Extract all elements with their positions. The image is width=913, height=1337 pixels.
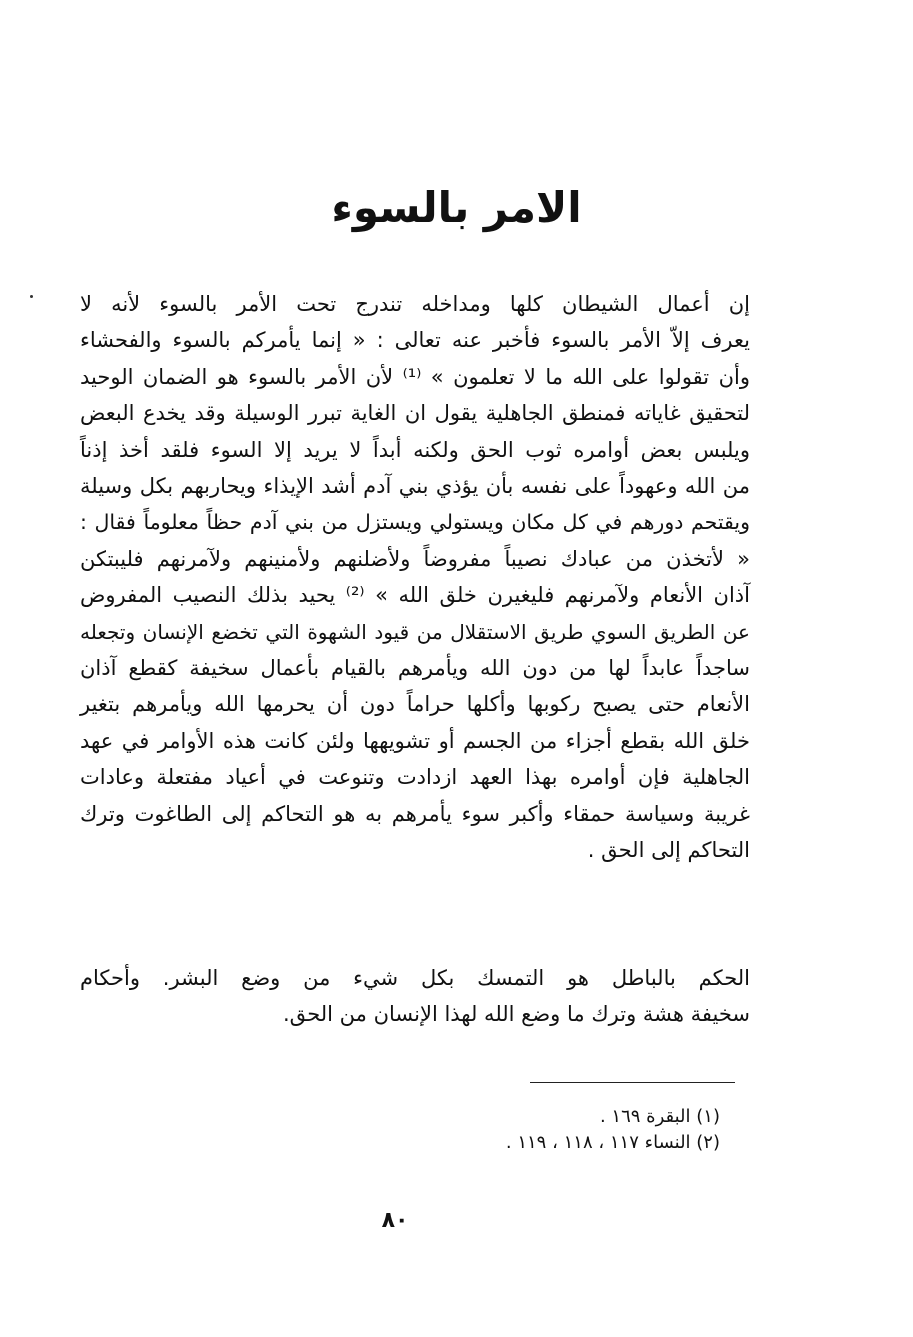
- text-line: إن أعمال الشيطان كلها ومداخله تندرج تحت الأمر بالسوء لأنه لا: [80, 292, 750, 316]
- text-line: « لأتخذن من عبادك نصيباً مفروضاً ولأضلنهم ولأمنينهم ولآمرنهم فليبتكن: [80, 546, 750, 571]
- text-line: ساجداً عابداً لها من دون الله ويأمرهم بالقيام بأعمال سخيفة كقطع آذان: [80, 656, 750, 681]
- paragraph-2: [80, 960, 750, 1033]
- footnotes: [380, 1104, 720, 1156]
- text-line: غريبة وسياسة حمقاء وأكبر سوء يأمرهم به هو التحاكم إلى الطاغوت وترك: [80, 801, 750, 826]
- footnote-separator: [530, 1082, 735, 1083]
- text-line: الأنعام حتى يصبح ركوبها وأكلها حراماً دون أن يحرمها الله ويأمرهم بتغير: [80, 692, 750, 717]
- text-line: الجاهلية فإن أوامره بهذا العهد ازدادت وتنوعت في أعياد مفتعلة وعادات: [80, 765, 750, 790]
- text-line: خلق الله بقطع أجزاء من الجسم أو تشويهها ولئن كانت هذه الأوامر في عهد: [80, 728, 750, 753]
- footnote-2: (٢) النساء ١١٧ ، ١١٨ ، ١١٩ .: [505, 1132, 720, 1153]
- text-line: ويقتحم دورهم في كل مكان ويستولي ويستزل من بني آدم حظاً معلوماً فقال :: [80, 510, 750, 535]
- text-line: التحاكم إلى الحق .: [587, 838, 750, 863]
- text-line: الحكم بالباطل هو التمسك بكل شيء من وضع البشر. وأحكام: [80, 966, 750, 990]
- page-number: ٨٠: [381, 1208, 409, 1233]
- text-line: ويلبس بعض أوامره ثوب الحق ولكنه أبداً لا يريد إلا السوء فلقد أخذ إذناً: [80, 437, 750, 462]
- chapter-title: الامر بالسوء: [331, 183, 582, 232]
- text-line: من الله وعهوداً على نفسه بأن يؤذي بني آدم أشد الإيذاء ويحاربهم بكل وسيلة: [80, 474, 750, 499]
- text-line: عن الطريق السوي طريق الاستقلال من قيود الشهوة التي تخضع الإنسان وتجعله: [80, 619, 750, 644]
- text-line: لتحقيق غاياته فمنطق الجاهلية يقول ان الغاية تبرر الوسيلة وقد يخدع البعض: [80, 401, 750, 426]
- text-line: آذان الأنعام ولآمرنهم فليغيرن خلق الله » ⁽²⁾ يحيد بذلك النصيب المفروض: [80, 583, 750, 608]
- footnote-1: (١) البقرة ١٦٩ .: [599, 1106, 720, 1127]
- text-line: يعرف إلاّ الأمر بالسوء فأخبر عنه تعالى : « إنما يأمركم بالسوء والفحشاء: [80, 328, 750, 353]
- margin-speck: [30, 295, 33, 298]
- paragraph-1: [80, 286, 750, 869]
- text-line: وأن تقولوا على الله ما لا تعلمون » ⁽¹⁾ لأن الأمر بالسوء هو الضمان الوحيد: [80, 364, 750, 389]
- text-line: سخيفة هشة وترك ما وضع الله لهذا الإنسان من الحق.: [283, 1002, 750, 1027]
